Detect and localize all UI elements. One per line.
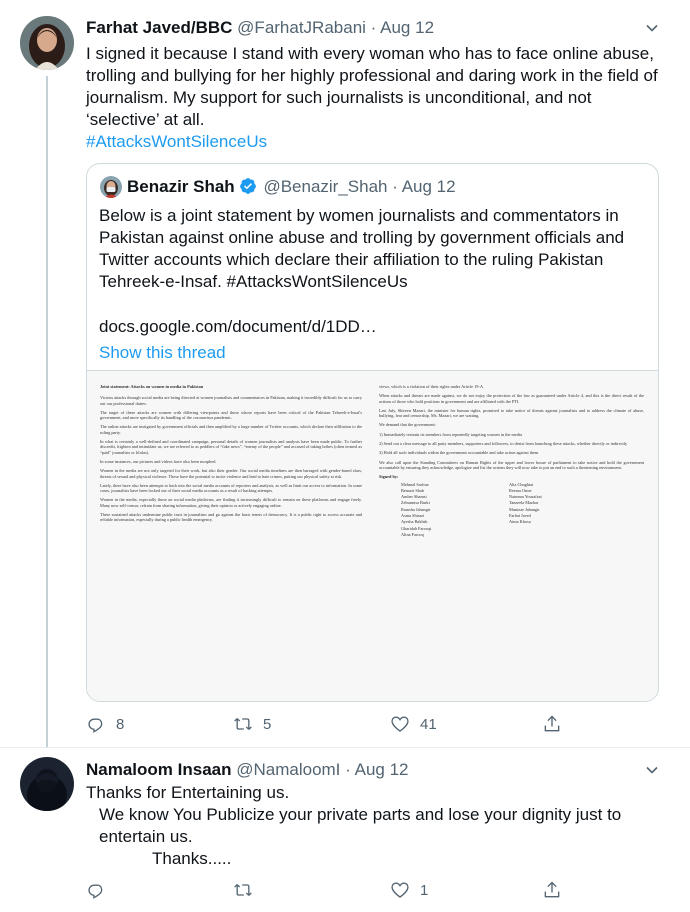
author-handle[interactable]: @FarhatJRabani [237,18,366,37]
like-count: 1 [420,881,429,899]
tweet-actions [86,712,666,736]
reply-button[interactable] [86,878,116,902]
document-paragraph: These sustained attacks undermine public trust in journalism and go against the basic tenets of democracy. It is a public right to access accurate and reliable information, especially during a public health emergency. [100,512,362,523]
separator-dot: · [345,760,351,779]
quoted-link[interactable]: docs.google.com/document/d/1DD… [99,317,377,336]
signer-name: Ayesha Bakhsh [401,519,428,525]
quoted-tweet[interactable] [86,163,659,702]
separator-dot: · [392,177,398,196]
like-button[interactable] [390,878,428,902]
signer-name: Aima Khosa [509,519,531,525]
signers-column-1 [379,482,509,539]
document-paragraph: In what is certainly a well-defined and coordinated campaign, personal details of women journalists and analysts have been made public. To further discredit, frighten and intimidate us, we are referred to as peddlers of “fake news”, “enemy of the people” and accused of taking bribes (often termed as “paid” journalists or lifafas). [100,439,362,455]
retweet-icon [233,880,253,900]
signer-name: Gharidah Farooqi [401,525,432,531]
document-title: Joint statement: Attacks on women in media in Pakistan [100,384,204,389]
like-button[interactable] [390,712,437,736]
share-icon [542,880,562,900]
reply-icon [86,880,106,900]
quoted-date[interactable]: Aug 12 [401,177,456,196]
signer-name: Naimma Yousafzai [509,494,542,500]
quoted-author-handle[interactable]: @Benazir_Shah [263,177,388,196]
signer-name: Munizae Jahangir [509,506,540,512]
tweet-divider [0,747,690,748]
share-button[interactable] [542,878,562,902]
separator-dot: · [370,18,377,37]
document-paragraph: Last July, Shireen Mazari, the minister for human rights, promised to take notice of threats against journalists and to address the climate of abuse, bullying, fear and censorship. Ms. Mazari, we are waiting. [379,407,644,419]
signer-name: Ramsha Jahangir [401,506,431,512]
like-count: 41 [420,715,437,733]
document-paragraph: Vicious attacks through social media are being directed at women journalists and commentators in Pakistan, making it incredibly difficult for us to carry out our professional duties. [100,395,362,406]
author-name[interactable]: Namaloom Insaan [86,760,232,779]
author-handle[interactable]: @NamaloomI [236,760,341,779]
quoted-author-name[interactable]: Benazir Shah [127,177,235,196]
signer-name: Alina Farooq [401,531,424,537]
share-button[interactable] [542,712,562,736]
tweet-text-line: We know You Publicize your private parts and lose your dignity just to entertain us. [99,805,622,846]
signer-name: Farhat Javed [509,513,531,519]
document-paragraph: Lately, there have also been attempts to hack into the social media accounts of reporters and analysts, as well as limit our access to information. In some cases, journalists have been locked out of their social media accounts as a result of hacking attempts. [100,482,362,494]
tweet-text-line: Thanks..... [152,849,232,868]
signer-name: Amber Shamsi [401,494,427,500]
document-paragraph: 2) Send out a clear message to all party members, supporters and followers, to desist from launching these attacks, whether directly or indirectly [379,441,628,447]
document-paragraph: The online attacks are instigated by government officials and then amplified by a large number of Twitter accounts, which declare their affiliation to the ruling party. [100,424,362,435]
document-left-paragraphs [100,395,362,522]
tweet-date[interactable]: Aug 12 [380,18,435,37]
document-paragraph: In some instances, our pictures and videos have also been morphed. [100,458,217,464]
thread-line [46,76,48,748]
tweet-date[interactable]: Aug 12 [354,760,409,779]
document-paragraph: 1) Immediately restrain its members from repeatedly targeting women in the media [379,431,522,437]
hashtag-link[interactable]: #AttacksWontSilenceUs [86,132,268,151]
reply-count: 8 [116,715,125,733]
signer-name: Mehmal Sarfraz [401,481,429,487]
document-right-column [379,384,644,538]
retweet-count: 5 [263,715,272,733]
document-paragraph: We also call upon the Standing Committees on Human Rights of the upper and lower house of parliament to take notice and hold the government accountable by ensuring they acknowledge, apologize and list the actions they will now take to put an end to such a threatening environment. [379,459,644,470]
reply-icon [86,714,106,734]
quoted-avatar [100,176,122,198]
quoted-header [127,177,456,197]
share-icon [542,714,562,734]
avatar[interactable] [20,757,74,811]
reply-button[interactable] [86,712,124,736]
document-left-column [100,384,362,527]
signer-name: Tanzeela Mazhar [509,500,539,506]
signed-by-label: Signed by: [379,474,399,480]
tweet-text [86,43,666,153]
document-paragraph: When attacks and threats are made against, we do not enjoy the protection of the law as guaranteed under Article 4, and this is the direct result of the actions of those who hold positions in government and are affiliated with the PTI. [379,393,644,404]
document-paragraph: Women in the media are not only targeted for their work, but also their gender. Our social media timelines are then barraged with gender-based slurs, threats of sexual and physical violence. These have the potential to incite violence and lead to hate crimes, putting our physical safety at risk. [100,468,362,479]
signer-name: Reema Omer [509,487,532,493]
signers-list [379,482,644,539]
signer-name: Alia Chughtai [509,481,534,487]
tweet-text-line: Thanks for Entertaining us. [86,783,290,802]
document-right-paragraphs [379,384,644,470]
heart-icon [390,714,410,734]
quoted-text: Below is a joint statement by women journalists and commentators in Pakistan against online abuse and trolling by government officials and Twitter accounts which declare their affiliation to the ruling Pakistan Tehreek-e-Insaf. #AttacksWontSilenceUs [99,206,625,291]
signers-column-2 [509,482,629,539]
document-paragraph: The target of these attacks are women with differing viewpoints and those whose reports have been critical of the Pakistan Tehreek-e-Insaf's government, and more specifically its handling of the coronavirus pandemic. [100,409,362,421]
retweet-button[interactable] [233,712,271,736]
avatar[interactable] [20,16,74,70]
signer-name: Asma Shirazi [401,513,425,519]
document-paragraph: Women in the media, especially those on social media platforms, are finding it increasingly difficult to remain on these platforms and engage freely. Many now self-censor, refrain from sharing information, giving their opinion or actively engaging online. [100,497,362,508]
signer-name: Zebunnisa Burki [401,500,430,506]
tweet-actions [86,878,666,902]
retweet-button[interactable] [233,878,263,902]
chevron-down-icon[interactable] [644,762,660,778]
tweet-header [86,760,409,780]
tweet-header [86,18,434,38]
show-thread-link[interactable]: Show this thread [99,343,226,362]
chevron-down-icon[interactable] [644,20,660,36]
verified-badge-icon [239,177,257,195]
document-paragraph: 3) Hold all such individuals within the government accountable and take action against them [379,450,539,456]
document-paragraph: We demand that the government: [379,422,436,428]
tweet-text [86,782,666,870]
tweet-text-body: I signed it because I stand with every woman who has to face online abuse, trolling and bullying for her highly professional and daring work in the field of journalism. My support for such journalists is unconditional, and not ‘selective’ at all. [86,44,658,129]
signer-name: Benazir Shah [401,487,425,493]
document-paragraph: views, which is a violation of their rights under Article 19-A. [379,384,485,389]
retweet-icon [233,714,253,734]
author-name[interactable]: Farhat Javed/BBC [86,18,233,37]
document-image[interactable] [87,370,659,702]
heart-icon [390,880,410,900]
